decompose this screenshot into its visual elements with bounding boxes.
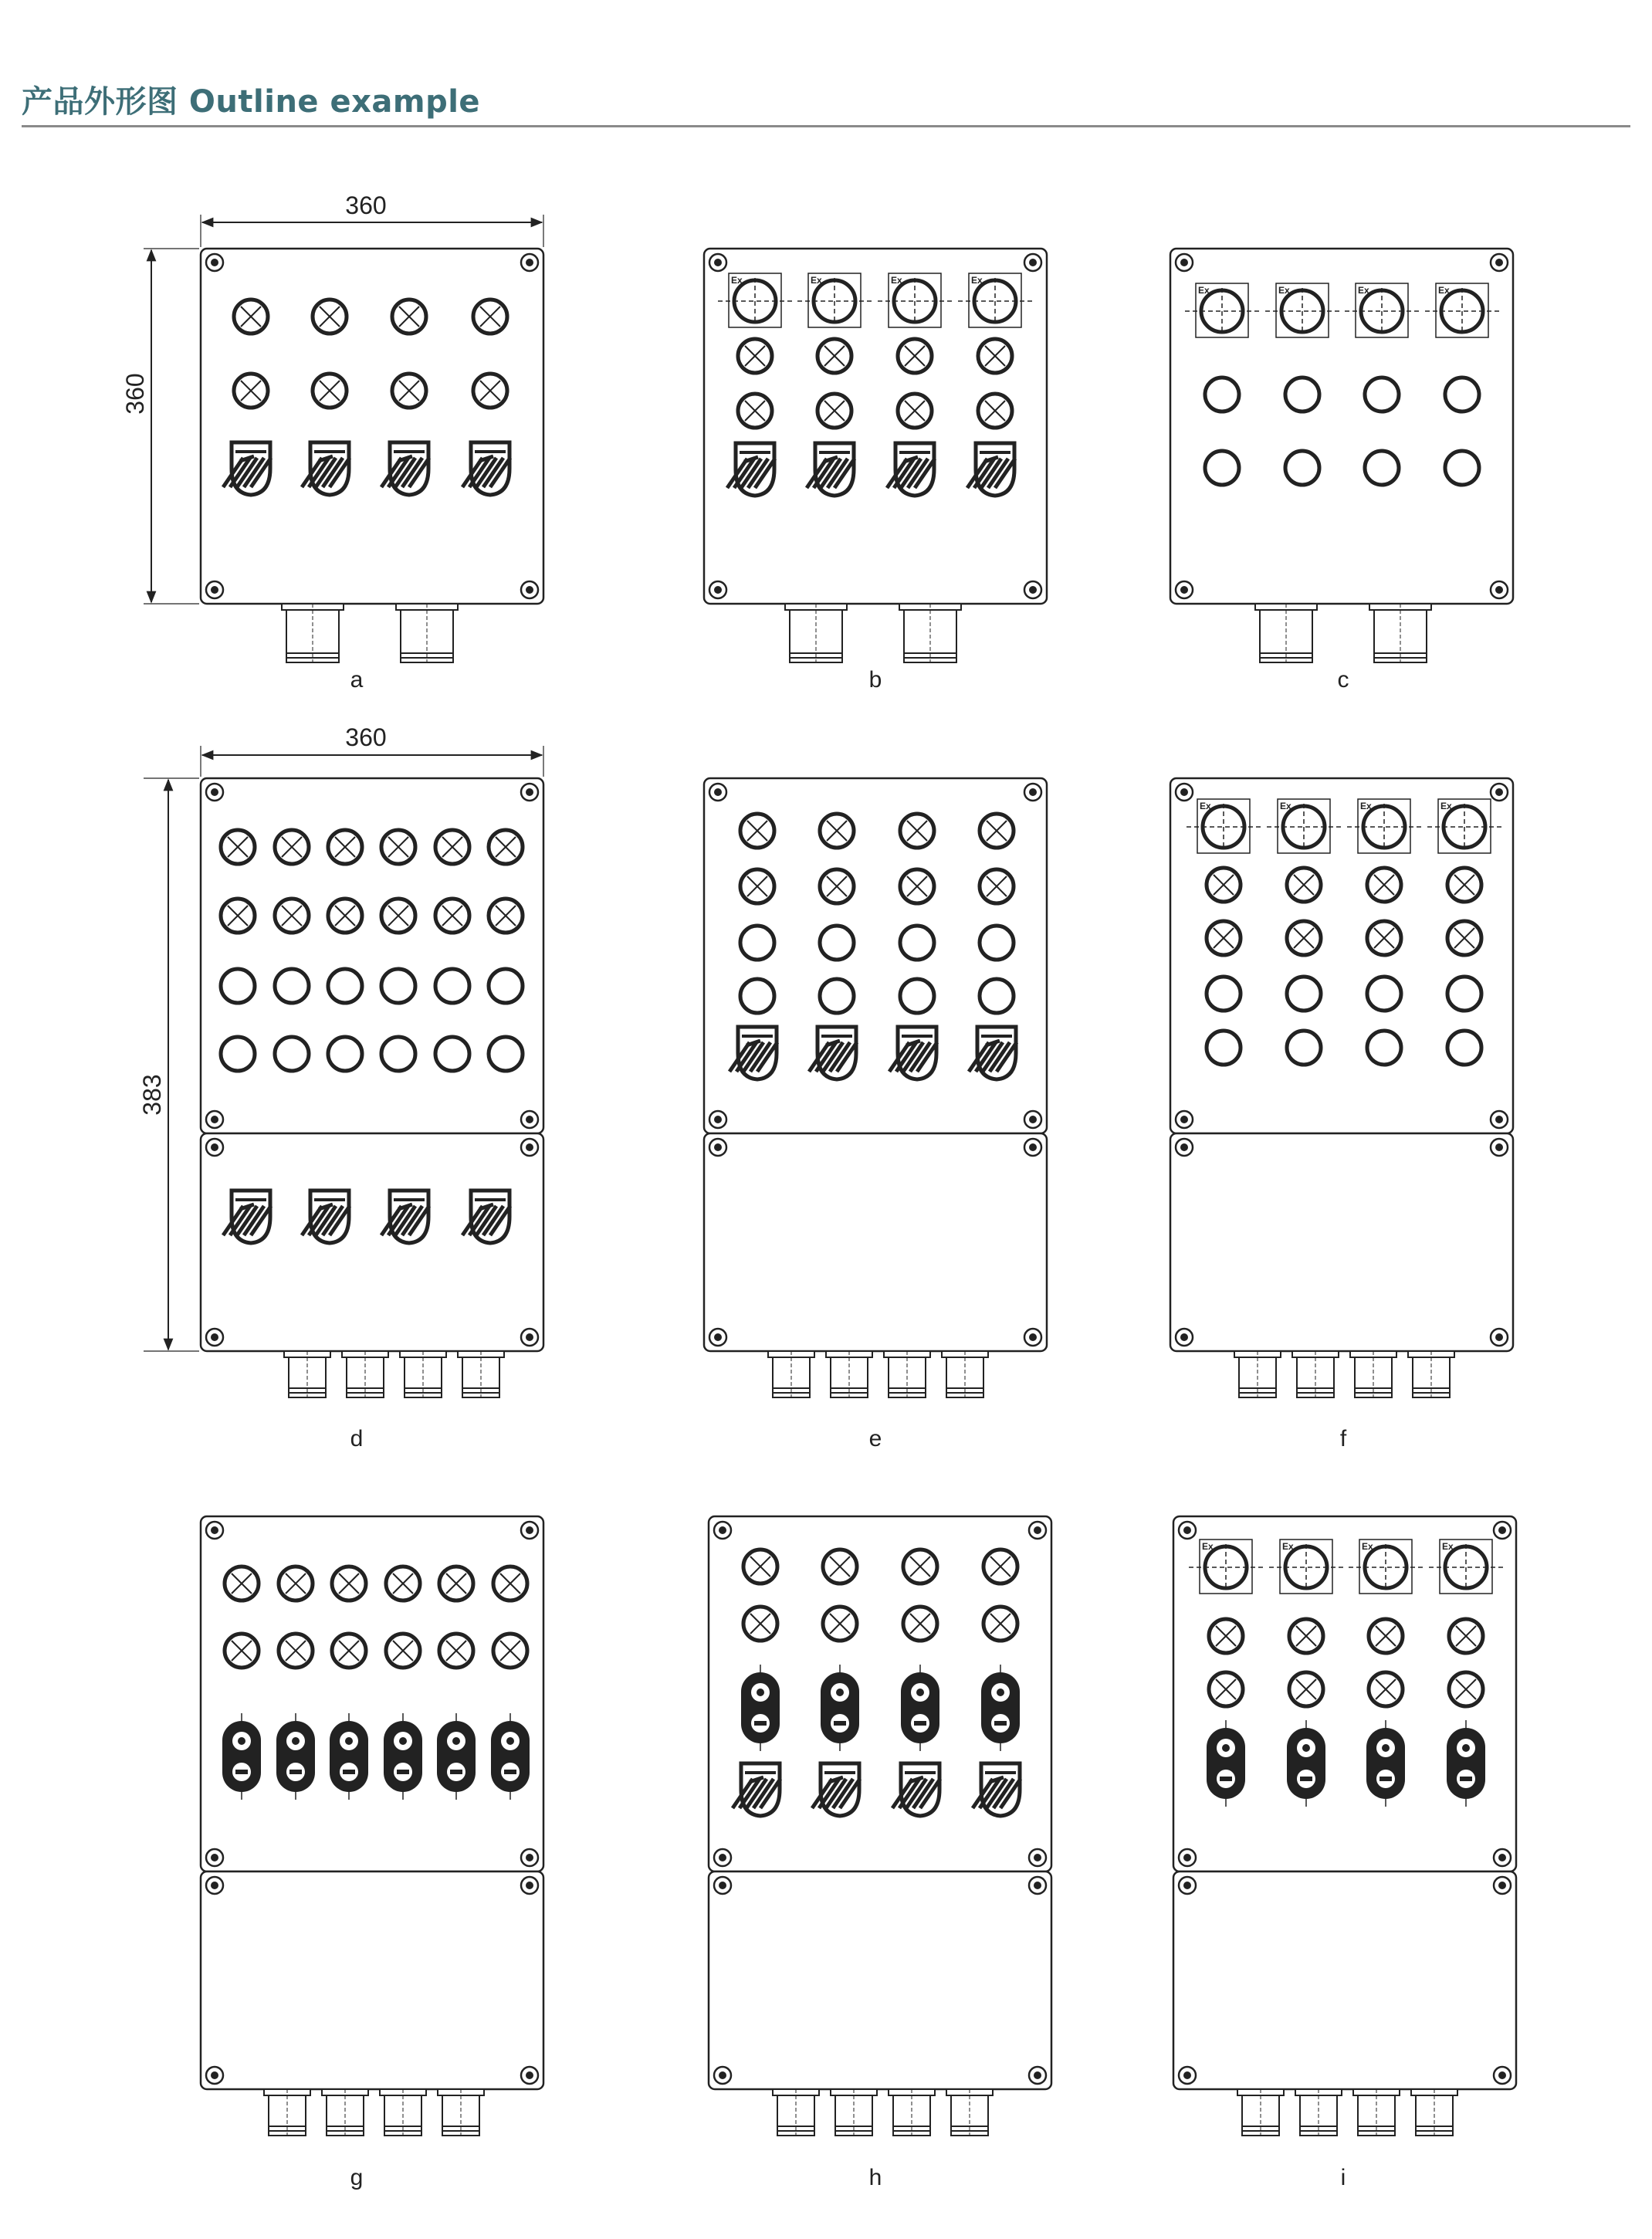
- indicator-lamp-icon: [221, 899, 255, 933]
- indicator-lamp-icon: [898, 394, 932, 428]
- screw-center-icon: [526, 1526, 533, 1534]
- indicator-lamp-icon: [818, 339, 851, 373]
- screw-center-icon: [1029, 1143, 1037, 1151]
- indicator-lamp-icon: [392, 374, 426, 408]
- indicator-lamp-icon: [1207, 868, 1241, 902]
- ex-lamp-icon: [1187, 799, 1261, 853]
- ex-lamp-icon: [1267, 799, 1341, 853]
- screw-center-icon: [719, 1526, 726, 1534]
- indicator-lamp-icon: [435, 899, 469, 933]
- push-button-icon: [1365, 378, 1399, 412]
- push-button-icon: [1207, 977, 1241, 1011]
- enclosure-d: [201, 778, 543, 1451]
- screw-center-icon: [1034, 2071, 1041, 2079]
- indicator-lamp-icon: [275, 899, 309, 933]
- screw-center-icon: [1183, 1526, 1191, 1534]
- indicator-lamp-icon: [903, 1550, 937, 1584]
- push-button-icon: [381, 969, 415, 1003]
- indicator-lamp-icon: [740, 869, 774, 903]
- screw-center-icon: [1029, 586, 1037, 594]
- screw-center-icon: [211, 1526, 218, 1534]
- push-button-icon: [1205, 378, 1239, 412]
- indicator-lamp-icon: [1287, 921, 1321, 955]
- switch-shield-icon: [727, 443, 775, 496]
- indicator-lamp-icon: [439, 1634, 473, 1668]
- enclosure-e: [704, 778, 1047, 1451]
- ex-lamp-icon: [1349, 1540, 1423, 1594]
- enclosure-box: [1173, 1871, 1516, 2089]
- push-button-icon: [1367, 977, 1401, 1011]
- switch-shield-icon: [462, 442, 510, 495]
- panel-label: g: [350, 2165, 364, 2190]
- panel-label: f: [1339, 1426, 1347, 1451]
- switch-shield-icon: [462, 1191, 510, 1243]
- switch-shield-icon: [381, 442, 429, 495]
- indicator-lamp-icon: [1209, 1672, 1243, 1706]
- cable-gland: [1255, 604, 1317, 666]
- indicator-lamp-icon: [225, 1567, 259, 1600]
- switch-shield-icon: [887, 443, 935, 496]
- cable-gland: [1295, 2089, 1342, 2139]
- screw-center-icon: [526, 586, 533, 594]
- cable-gland: [831, 2089, 877, 2139]
- screw-center-icon: [1034, 1854, 1041, 1861]
- screw-center-icon: [526, 788, 533, 796]
- cable-gland: [1353, 2089, 1400, 2139]
- screw-center-icon: [714, 788, 722, 796]
- push-button-icon: [435, 1037, 469, 1071]
- screw-center-icon: [1498, 1854, 1506, 1861]
- screw-center-icon: [211, 1116, 218, 1123]
- push-button-icon: [275, 969, 309, 1003]
- cable-gland: [282, 604, 344, 666]
- panel-label: h: [868, 2165, 882, 2190]
- panel-label: a: [350, 667, 364, 693]
- switch-shield-icon: [730, 1027, 777, 1079]
- push-button-icon: [1287, 1031, 1321, 1065]
- enclosure-box: [201, 778, 543, 1133]
- push-button-icon: [1207, 1031, 1241, 1065]
- indicator-lamp-icon: [279, 1567, 313, 1600]
- indicator-lamp-icon: [823, 1550, 857, 1584]
- cable-gland: [1350, 1351, 1396, 1401]
- screw-center-icon: [714, 1333, 722, 1341]
- indicator-lamp-icon: [983, 1550, 1017, 1584]
- push-button-icon: [1285, 451, 1319, 485]
- ex-lamp-icon: [1425, 283, 1499, 337]
- screw-center-icon: [1183, 1854, 1191, 1861]
- switch-shield-icon: [302, 1191, 350, 1243]
- indicator-lamp-icon: [489, 899, 523, 933]
- screw-center-icon: [1183, 2071, 1191, 2079]
- screw-center-icon: [719, 1854, 726, 1861]
- ex-mark-label: Ex: [1282, 1541, 1294, 1552]
- screw-center-icon: [526, 1116, 533, 1123]
- enclosure-b: [704, 249, 1047, 693]
- indicator-lamp-icon: [1447, 868, 1481, 902]
- ex-mark-label: Ex: [1278, 285, 1290, 296]
- indicator-lamp-icon: [489, 830, 523, 864]
- push-button-icon: [740, 926, 774, 960]
- screw-center-icon: [211, 1143, 218, 1151]
- indicator-lamp-icon: [473, 300, 507, 334]
- switch-shield-icon: [223, 1191, 271, 1243]
- cable-gland: [942, 1351, 988, 1401]
- switch-shield-icon: [812, 1763, 860, 1816]
- enclosure-f: [1170, 778, 1513, 1451]
- screw-center-icon: [1029, 1333, 1037, 1341]
- indicator-lamp-icon: [743, 1550, 777, 1584]
- screw-center-icon: [1495, 1116, 1503, 1123]
- screw-center-icon: [211, 259, 218, 266]
- panel-label: b: [868, 667, 882, 693]
- enclosure-h: [709, 1516, 1051, 2190]
- indicator-lamp-icon: [1369, 1619, 1403, 1653]
- indicator-lamp-icon: [234, 300, 268, 334]
- switch-shield-icon: [807, 443, 855, 496]
- indicator-lamp-icon: [738, 394, 772, 428]
- ex-mark-label: Ex: [971, 275, 983, 286]
- cable-gland: [284, 1351, 330, 1401]
- ex-lamp-icon: [1189, 1540, 1263, 1594]
- indicator-lamp-icon: [738, 339, 772, 373]
- indicator-lamp-icon: [978, 339, 1012, 373]
- screw-center-icon: [211, 586, 218, 594]
- push-button-icon: [1285, 378, 1319, 412]
- switch-shield-icon: [733, 1763, 780, 1816]
- screw-center-icon: [1180, 788, 1188, 796]
- screw-center-icon: [1180, 1333, 1188, 1341]
- indicator-lamp-icon: [743, 1607, 777, 1641]
- enclosure-i: [1173, 1516, 1516, 2190]
- screw-center-icon: [1183, 1882, 1191, 1889]
- indicator-lamp-icon: [234, 374, 268, 408]
- screw-center-icon: [1498, 2071, 1506, 2079]
- screw-center-icon: [714, 259, 722, 266]
- page-title: 产品外形图 Outline example: [22, 84, 481, 120]
- ex-lamp-icon: [718, 273, 792, 327]
- push-button-icon: [221, 969, 255, 1003]
- screw-center-icon: [526, 2071, 533, 2079]
- indicator-lamp-icon: [1287, 868, 1321, 902]
- ex-lamp-icon: [797, 273, 872, 327]
- cable-gland: [1292, 1351, 1339, 1401]
- switch-shield-icon: [967, 443, 1015, 496]
- screw-center-icon: [526, 1143, 533, 1151]
- cable-gland: [264, 2089, 310, 2139]
- indicator-lamp-icon: [1449, 1619, 1483, 1653]
- indicator-lamp-icon: [332, 1567, 366, 1600]
- push-button-icon: [328, 969, 362, 1003]
- screw-center-icon: [1180, 1143, 1188, 1151]
- indicator-lamp-icon: [328, 830, 362, 864]
- enclosure-g: [201, 1516, 543, 2190]
- indicator-lamp-icon: [313, 300, 347, 334]
- cable-gland: [400, 1351, 446, 1401]
- width-dimension-mid-label: 360: [345, 723, 387, 751]
- switch-shield-icon: [973, 1763, 1021, 1816]
- indicator-lamp-icon: [823, 1607, 857, 1641]
- ex-mark-label: Ex: [1198, 285, 1210, 296]
- screw-center-icon: [719, 2071, 726, 2079]
- screw-center-icon: [211, 2071, 218, 2079]
- ex-lamp-icon: [1269, 1540, 1343, 1594]
- screw-center-icon: [1495, 1143, 1503, 1151]
- screw-center-icon: [211, 1854, 218, 1861]
- push-button-icon: [1287, 977, 1321, 1011]
- indicator-lamp-icon: [903, 1607, 937, 1641]
- indicator-lamp-icon: [983, 1607, 1017, 1641]
- ex-mark-label: Ex: [1280, 801, 1291, 811]
- cable-gland: [1234, 1351, 1281, 1401]
- indicator-lamp-icon: [1367, 868, 1401, 902]
- switch-shield-icon: [223, 442, 271, 495]
- cable-gland: [396, 604, 458, 666]
- push-button-icon: [1367, 1031, 1401, 1065]
- screw-center-icon: [1180, 586, 1188, 594]
- indicator-lamp-icon: [328, 899, 362, 933]
- screw-center-icon: [1498, 1882, 1506, 1889]
- indicator-lamp-icon: [225, 1634, 259, 1668]
- switch-shield-icon: [381, 1191, 429, 1243]
- ex-lamp-icon: [1265, 283, 1339, 337]
- indicator-lamp-icon: [332, 1634, 366, 1668]
- push-button-icon: [980, 926, 1014, 960]
- cable-gland: [322, 2089, 368, 2139]
- push-button-icon: [1445, 451, 1479, 485]
- push-button-icon: [1365, 451, 1399, 485]
- screw-center-icon: [1495, 788, 1503, 796]
- push-button-icon: [275, 1037, 309, 1071]
- cable-gland: [1411, 2089, 1457, 2139]
- ex-mark-label: Ex: [891, 275, 902, 286]
- panel-label: c: [1337, 667, 1349, 693]
- enclosure-c: [1170, 249, 1513, 693]
- indicator-lamp-icon: [386, 1567, 420, 1600]
- screw-center-icon: [1495, 586, 1503, 594]
- cable-gland: [380, 2089, 426, 2139]
- enclosure-box: [1170, 1133, 1513, 1351]
- screw-center-icon: [719, 1882, 726, 1889]
- ex-lamp-icon: [1345, 283, 1419, 337]
- indicator-lamp-icon: [279, 1634, 313, 1668]
- screw-center-icon: [526, 1882, 533, 1889]
- height-dimension-top-label: 360: [121, 373, 149, 415]
- screw-center-icon: [714, 1116, 722, 1123]
- indicator-lamp-icon: [1447, 921, 1481, 955]
- screw-center-icon: [211, 788, 218, 796]
- indicator-lamp-icon: [493, 1634, 527, 1668]
- cable-gland: [458, 1351, 504, 1401]
- height-dimension-mid-label: 383: [138, 1074, 166, 1116]
- indicator-lamp-icon: [221, 830, 255, 864]
- cable-gland: [826, 1351, 872, 1401]
- cable-gland: [438, 2089, 484, 2139]
- ex-mark-label: Ex: [1442, 1541, 1454, 1552]
- push-button-icon: [1205, 451, 1239, 485]
- push-button-icon: [381, 1037, 415, 1071]
- indicator-lamp-icon: [740, 814, 774, 848]
- switch-shield-icon: [892, 1763, 940, 1816]
- ex-lamp-icon: [878, 273, 952, 327]
- screw-center-icon: [526, 1333, 533, 1341]
- push-button-icon: [740, 979, 774, 1013]
- cable-gland: [1408, 1351, 1454, 1401]
- push-button-icon: [1447, 1031, 1481, 1065]
- indicator-lamp-icon: [381, 899, 415, 933]
- push-button-icon: [820, 926, 854, 960]
- indicator-lamp-icon: [1449, 1672, 1483, 1706]
- indicator-lamp-icon: [1367, 921, 1401, 955]
- screw-center-icon: [1180, 259, 1188, 266]
- ex-mark-label: Ex: [1202, 1541, 1214, 1552]
- screw-center-icon: [526, 259, 533, 266]
- screw-center-icon: [1029, 788, 1037, 796]
- cable-gland: [773, 2089, 819, 2139]
- push-button-icon: [489, 969, 523, 1003]
- cable-gland: [884, 1351, 930, 1401]
- cable-gland: [1237, 2089, 1284, 2139]
- indicator-lamp-icon: [1289, 1672, 1323, 1706]
- ex-lamp-icon: [1347, 799, 1421, 853]
- panel-label: d: [350, 1426, 364, 1451]
- screw-center-icon: [526, 1854, 533, 1861]
- switch-shield-icon: [889, 1027, 937, 1079]
- ex-mark-label: Ex: [1200, 801, 1211, 811]
- ex-mark-label: Ex: [1440, 801, 1452, 811]
- screw-center-icon: [1029, 259, 1037, 266]
- push-button-icon: [435, 969, 469, 1003]
- push-button-icon: [1445, 378, 1479, 412]
- push-button-icon: [980, 979, 1014, 1013]
- indicator-lamp-icon: [820, 814, 854, 848]
- indicator-lamp-icon: [386, 1634, 420, 1668]
- screw-center-icon: [1029, 1116, 1037, 1123]
- push-button-icon: [221, 1037, 255, 1071]
- cable-gland: [899, 604, 961, 666]
- screw-center-icon: [1034, 1882, 1041, 1889]
- screw-center-icon: [211, 1882, 218, 1889]
- ex-lamp-icon: [1429, 1540, 1503, 1594]
- screw-center-icon: [714, 586, 722, 594]
- indicator-lamp-icon: [980, 814, 1014, 848]
- ex-mark-label: Ex: [1360, 801, 1372, 811]
- push-button-icon: [1447, 977, 1481, 1011]
- enclosure-box: [709, 1871, 1051, 2089]
- screw-center-icon: [211, 1333, 218, 1341]
- push-button-icon: [328, 1037, 362, 1071]
- cable-gland: [1369, 604, 1431, 666]
- ex-lamp-icon: [1427, 799, 1501, 853]
- indicator-lamp-icon: [275, 830, 309, 864]
- cable-gland: [889, 2089, 935, 2139]
- ex-mark-label: Ex: [731, 275, 743, 286]
- push-button-icon: [900, 926, 934, 960]
- ex-lamp-icon: [1185, 283, 1259, 337]
- screw-center-icon: [1180, 1116, 1188, 1123]
- indicator-lamp-icon: [1207, 921, 1241, 955]
- indicator-lamp-icon: [392, 300, 426, 334]
- indicator-lamp-icon: [1209, 1619, 1243, 1653]
- cable-gland: [342, 1351, 388, 1401]
- indicator-lamp-icon: [313, 374, 347, 408]
- screw-center-icon: [1495, 259, 1503, 266]
- indicator-lamp-icon: [818, 394, 851, 428]
- screw-center-icon: [1495, 1333, 1503, 1341]
- screw-center-icon: [714, 1143, 722, 1151]
- indicator-lamp-icon: [1369, 1672, 1403, 1706]
- cable-gland: [768, 1351, 814, 1401]
- screw-center-icon: [1034, 1526, 1041, 1534]
- switch-shield-icon: [809, 1027, 857, 1079]
- enclosure-box: [704, 1133, 1047, 1351]
- switch-shield-icon: [969, 1027, 1017, 1079]
- switch-shield-icon: [302, 442, 350, 495]
- indicator-lamp-icon: [1289, 1619, 1323, 1653]
- enclosure-a: [201, 249, 543, 693]
- indicator-lamp-icon: [473, 374, 507, 408]
- ex-mark-label: Ex: [1438, 285, 1450, 296]
- panel-label: i: [1340, 2165, 1346, 2190]
- panel-label: e: [868, 1426, 882, 1451]
- indicator-lamp-icon: [900, 814, 934, 848]
- screw-center-icon: [1498, 1526, 1506, 1534]
- indicator-lamp-icon: [439, 1567, 473, 1600]
- indicator-lamp-icon: [898, 339, 932, 373]
- indicator-lamp-icon: [978, 394, 1012, 428]
- enclosure-box: [201, 1871, 543, 2089]
- indicator-lamp-icon: [381, 830, 415, 864]
- cable-gland: [946, 2089, 993, 2139]
- indicator-lamp-icon: [435, 830, 469, 864]
- ex-mark-label: Ex: [1362, 1541, 1373, 1552]
- push-button-icon: [489, 1037, 523, 1071]
- ex-mark-label: Ex: [811, 275, 822, 286]
- push-button-icon: [900, 979, 934, 1013]
- width-dimension-top-label: 360: [345, 191, 387, 219]
- ex-mark-label: Ex: [1358, 285, 1369, 296]
- indicator-lamp-icon: [493, 1567, 527, 1600]
- ex-lamp-icon: [958, 273, 1032, 327]
- push-button-icon: [820, 979, 854, 1013]
- indicator-lamp-icon: [900, 869, 934, 903]
- indicator-lamp-icon: [980, 869, 1014, 903]
- enclosure-layer: [201, 249, 1516, 2190]
- cable-gland: [785, 604, 847, 666]
- indicator-lamp-icon: [820, 869, 854, 903]
